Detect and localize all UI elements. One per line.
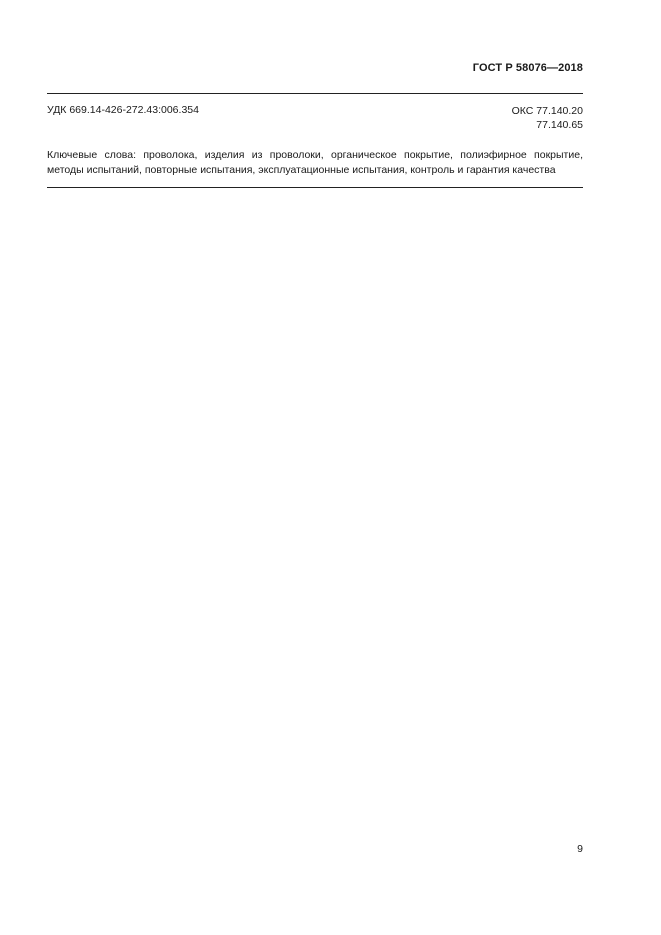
oks-codes — [512, 104, 583, 132]
udk-code: УДК 669.14-426-272.43:006.354 — [47, 104, 199, 116]
document-code: ГОСТ Р 58076—2018 — [472, 62, 583, 74]
oks-code-primary: ОКС 77.140.20 — [511, 105, 583, 117]
keywords-paragraph: Ключевые слова: проволока, изделия из проволоки, органическое покрытие, полиэфирное покрытие, методы испытаний, повторные испытания, эксплуатационные испытания, контроль и гарантия качества — [47, 149, 583, 176]
page-number: 9 — [577, 843, 583, 855]
bottom-divider — [47, 187, 583, 188]
top-divider — [47, 93, 583, 94]
oks-code-secondary: 77.140.65 — [536, 119, 583, 131]
